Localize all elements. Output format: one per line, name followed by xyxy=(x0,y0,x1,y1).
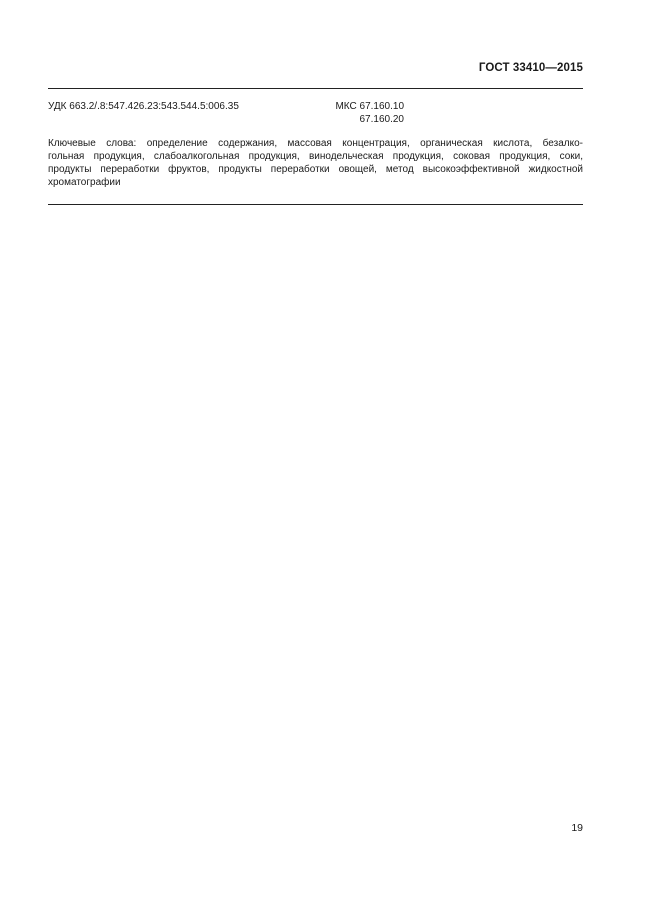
keywords-line-1: Ключевые слова: определение содержания, массовая концентрация, органическая кислота, безалко- xyxy=(48,138,583,149)
keywords-line-2: гольная продукция, слабоалкогольная продукция, винодельческая продукция, соковая продукция, соки, xyxy=(48,151,583,162)
keywords-line-3: продукты переработки фруктов, продукты переработки овощей, метод высокоэффективной жидкостной xyxy=(48,164,583,175)
page-number: 19 xyxy=(571,822,583,834)
top-divider xyxy=(48,88,583,89)
udk-code: УДК 663.2/.8:547.426.23:543.544.5:006.35 xyxy=(48,101,239,112)
mks-codes xyxy=(328,100,404,126)
standard-number: ГОСТ 33410—2015 xyxy=(478,62,583,74)
mks-code-2: 67.160.20 xyxy=(359,114,404,125)
bottom-divider xyxy=(48,204,583,205)
keywords-line-4: хроматографии xyxy=(48,177,121,188)
mks-code-1: МКС 67.160.10 xyxy=(335,101,404,112)
keywords-block xyxy=(48,137,583,189)
